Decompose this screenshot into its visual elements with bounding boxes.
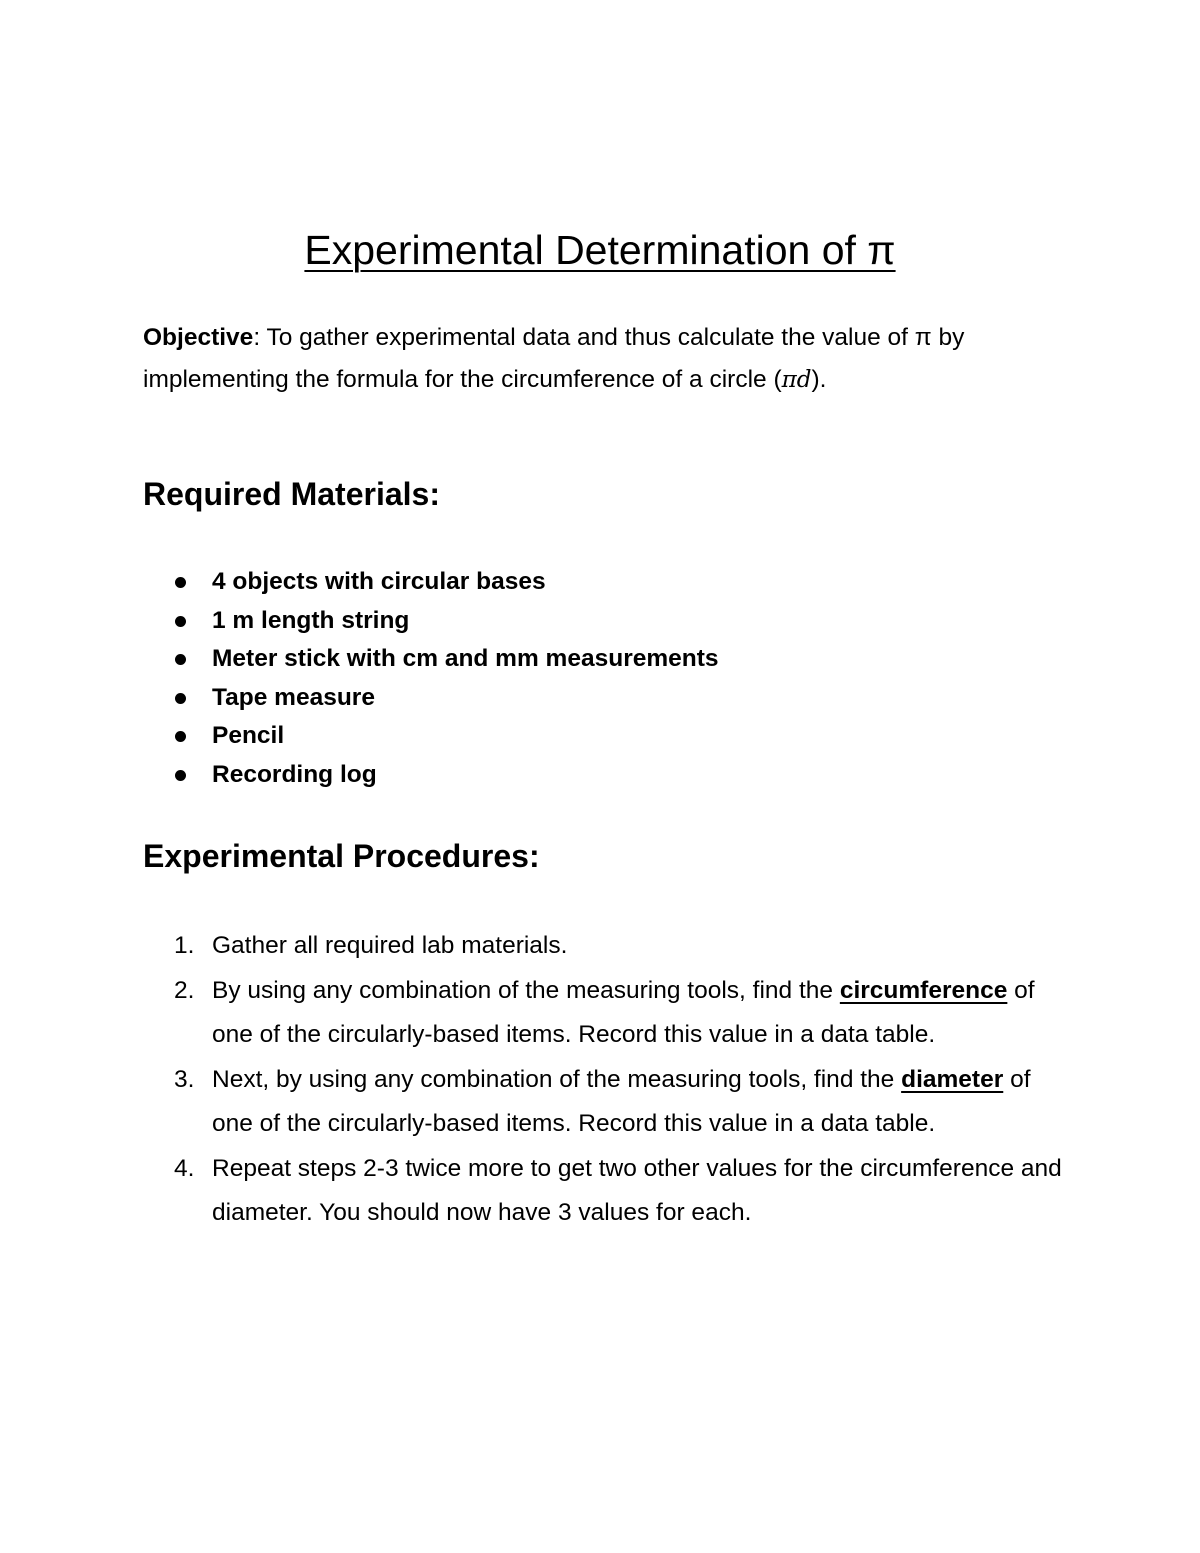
- list-item: [143, 756, 1043, 795]
- step-number: 4.: [174, 1154, 195, 1182]
- list-item: [143, 717, 1043, 756]
- bullet-icon: [175, 616, 186, 627]
- step-keyword: diameter: [901, 1065, 1004, 1093]
- list-item: [143, 679, 1043, 718]
- list-item: [143, 602, 1043, 641]
- procedure-step: [143, 1058, 1063, 1147]
- material-label: Meter stick with cm and mm measurements: [212, 645, 719, 672]
- procedures-list: [143, 924, 1063, 1236]
- bullet-icon: [175, 731, 186, 742]
- procedures-heading: Experimental Procedures:: [143, 838, 540, 874]
- material-label: 1 m length string: [212, 606, 410, 634]
- bullet-icon: [175, 577, 186, 588]
- materials-list: [143, 563, 1043, 794]
- document-title: Experimental Determination of π: [304, 227, 896, 273]
- bullet-icon: [175, 654, 186, 665]
- step-text: Repeat steps 2-3 twice more to get two other values for the circumference and diameter. You should now have 3 values for each.: [212, 1154, 1062, 1226]
- bullet-icon: [175, 693, 186, 704]
- bullet-icon: [175, 770, 186, 781]
- step-text-end: of one of the circularly-based items. Record this value in a data table.: [212, 1065, 1031, 1137]
- objective-label: Objective: [143, 324, 254, 351]
- list-item: [143, 640, 1043, 679]
- material-label: 4 objects with circular bases: [212, 568, 546, 595]
- objective-paragraph: [143, 317, 1073, 401]
- step-number: 2.: [174, 976, 195, 1004]
- step-keyword: circumference: [839, 976, 1008, 1004]
- step-text: Next, by using any combination of the measuring tools, find the: [212, 1065, 902, 1093]
- material-label: Tape measure: [212, 683, 375, 711]
- objective-text: : To gather experimental data and thus calculate the value of π by implementing the formula for the circumference of a circle (: [143, 324, 965, 393]
- step-number: 3.: [174, 1065, 195, 1093]
- procedure-step: [143, 969, 1063, 1058]
- step-number: 1.: [174, 932, 195, 959]
- procedure-step: [143, 924, 1063, 969]
- material-label: Recording log: [212, 760, 377, 788]
- list-item: [143, 563, 1043, 602]
- step-text: Gather all required lab materials.: [212, 932, 568, 959]
- procedure-step: [143, 1147, 1063, 1236]
- materials-heading: Required Materials:: [143, 476, 440, 512]
- step-text-end: of one of the circularly-based items. Record this value in a data table.: [212, 976, 1035, 1048]
- step-text: By using any combination of the measuring tools, find the: [212, 976, 840, 1004]
- objective-text-end: ).: [811, 366, 827, 393]
- circumference-formula: πd: [781, 367, 812, 393]
- material-label: Pencil: [212, 722, 285, 749]
